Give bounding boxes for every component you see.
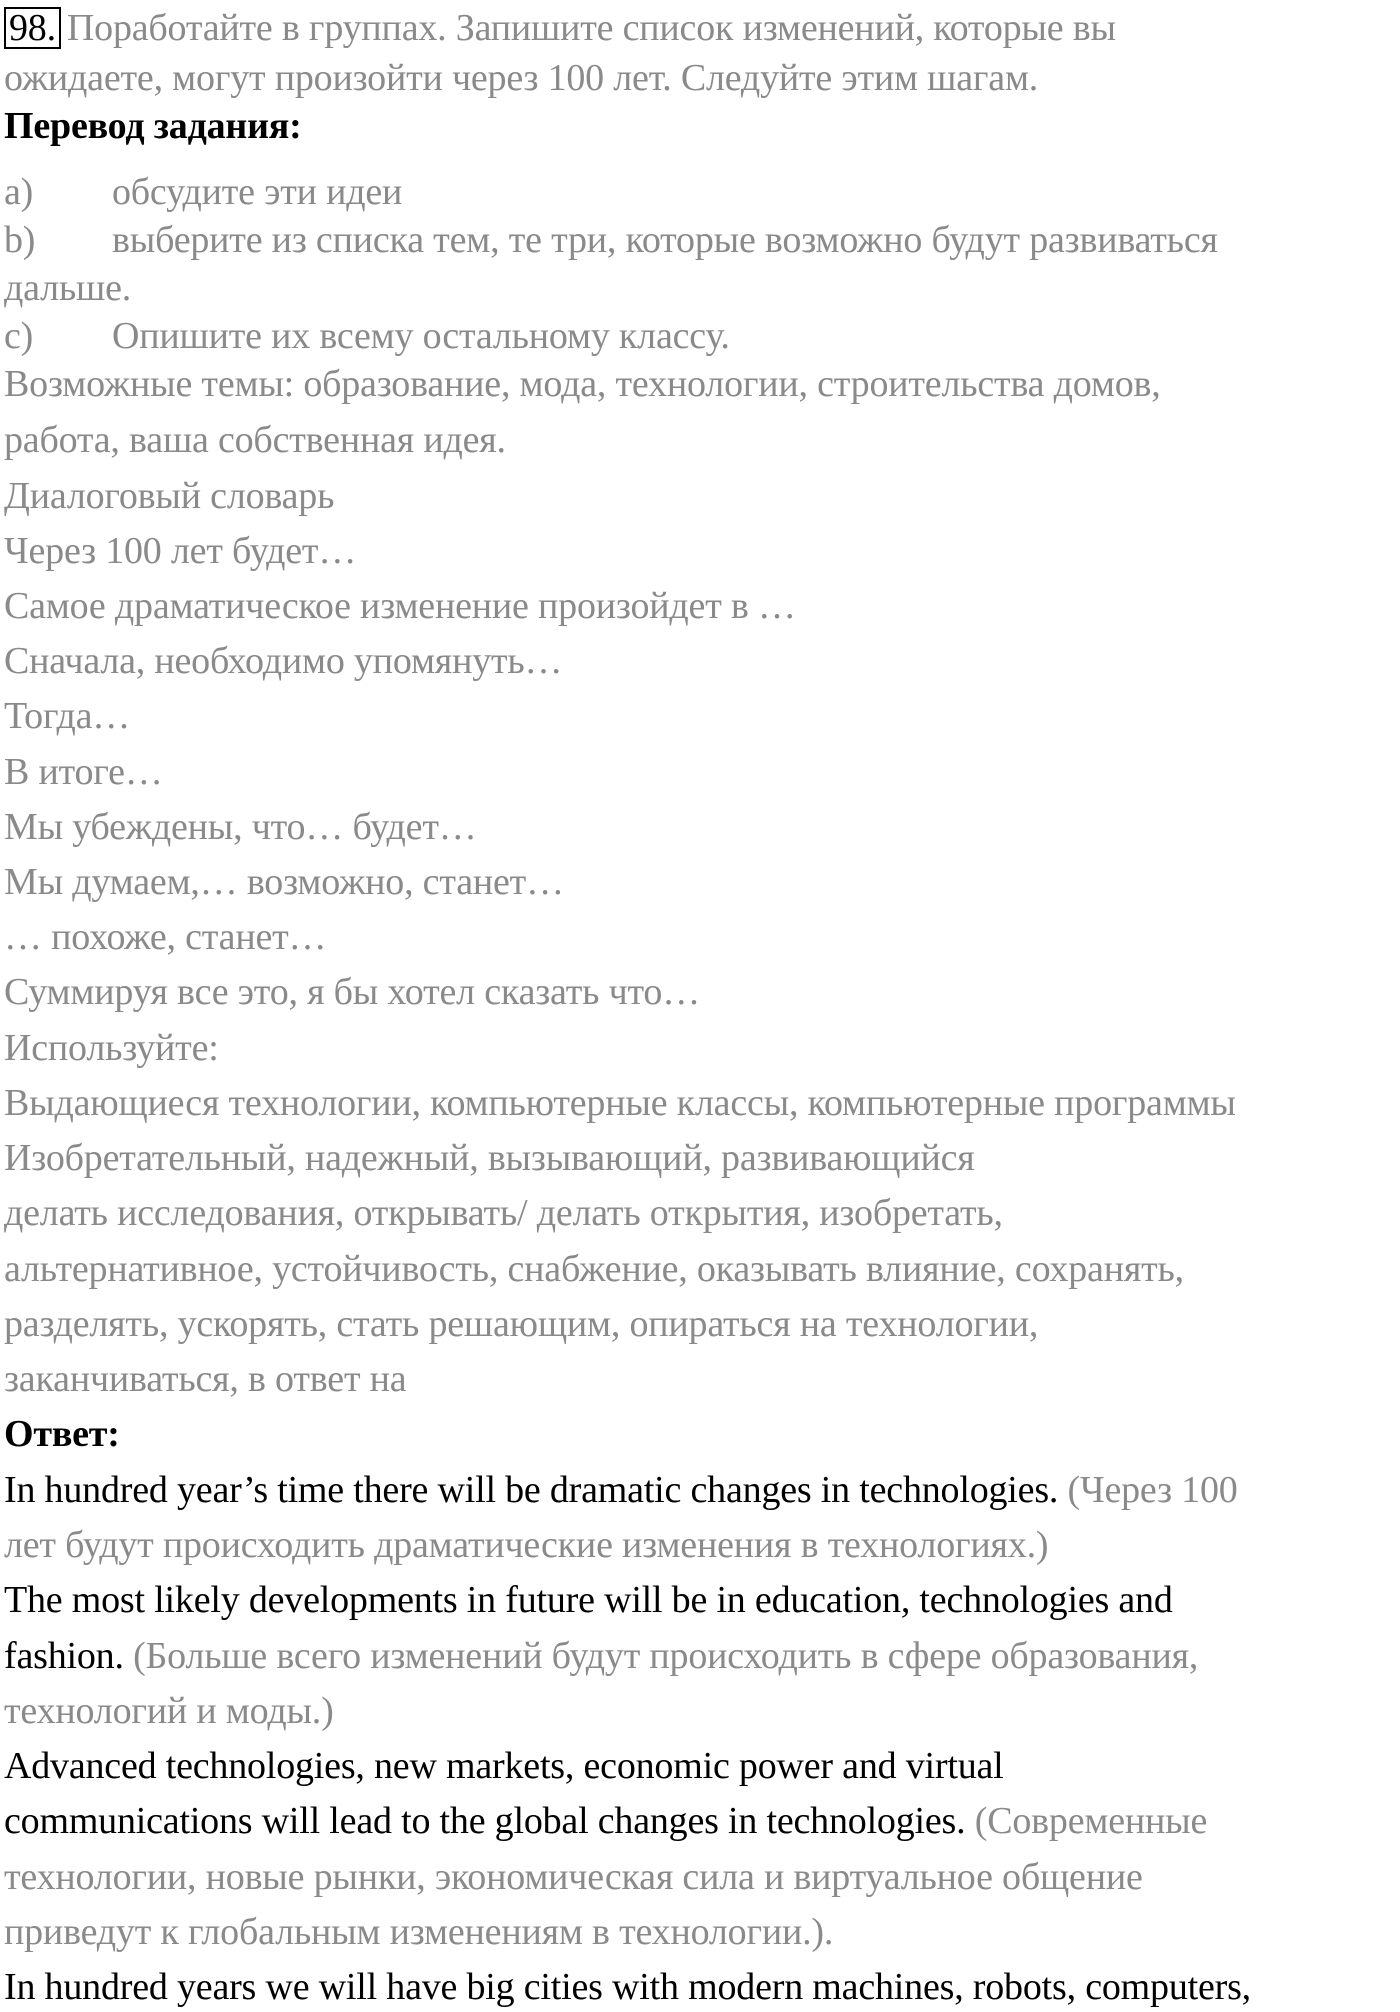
body-line: Изобретательный, надежный, вызывающий, развивающийся — [4, 1137, 975, 1179]
task-text-1: Поработайте в группах. Запишите список изменений, которые вы — [66, 7, 1116, 49]
body-line: заканчиваться, в ответ на — [4, 1358, 407, 1400]
answer-english: communications will lead to the global changes in technologies. — [4, 1800, 966, 1842]
answer-line — [4, 1632, 1198, 1680]
step-text: дальше. — [4, 267, 132, 309]
body-line: Сначала, необходимо упомянуть… — [4, 640, 563, 682]
body-line: Мы думаем,… возможно, станет… — [4, 861, 564, 903]
body-line: Диалоговый словарь — [4, 475, 335, 517]
answer-english: Advanced technologies, new markets, economic power and virtual — [4, 1745, 1004, 1787]
body-line: работа, ваша собственная идея. — [4, 419, 506, 461]
answer-line — [4, 1521, 1048, 1569]
step-label: b) — [4, 219, 36, 261]
body-line: Мы убеждены, что… будет… — [4, 806, 477, 848]
answer-line — [4, 1742, 1004, 1790]
body-line: В итоге… — [4, 751, 163, 793]
task-number: 98. — [4, 7, 61, 49]
answer-russian: (Современные — [965, 1800, 1208, 1842]
answer-line — [4, 1466, 1238, 1514]
step-b — [4, 216, 1218, 264]
step-b-continued — [4, 264, 131, 312]
body-line: альтернативное, устойчивость, снабжение, оказывать влияние, сохранять, — [4, 1248, 1184, 1290]
body-line: Через 100 лет будет… — [4, 530, 357, 572]
answer-russian: приведут к глобальным изменениям в технологии.). — [4, 1911, 834, 1953]
task-line-2: ожидаете, могут произойти через 100 лет. Следуйте этим шагам. — [4, 57, 1039, 99]
step-label: c) — [4, 315, 34, 357]
body-line: разделять, ускорять, стать решающим, опираться на технологии, — [4, 1303, 1039, 1345]
body-line: Используйте: — [4, 1027, 219, 1069]
body-line: Самое драматическое изменение произойдет в … — [4, 585, 796, 627]
answer-line — [4, 1687, 334, 1735]
body-line: Тогда… — [4, 695, 131, 737]
step-c — [4, 312, 730, 360]
answer-russian: (Через 100 — [1058, 1469, 1238, 1511]
answer-line — [4, 1853, 1143, 1901]
body-line: Выдающиеся технологии, компьютерные классы, компьютерные программы — [4, 1082, 1236, 1124]
step-text: выберите из списка тем, те три, которые возможно будут развиваться — [112, 219, 1218, 261]
answer-russian: технологии, новые рынки, экономическая сила и виртуальное общение — [4, 1856, 1143, 1898]
step-a — [4, 168, 402, 216]
answer-line — [4, 1576, 1173, 1624]
answer-line — [4, 1797, 1207, 1845]
answer-russian: лет будут происходить драматические изменения в технологиях.) — [4, 1524, 1049, 1566]
body-line: делать исследования, открывать/ делать открытия, изобретать, — [4, 1192, 1003, 1234]
answer-english: The most likely developments in future will be in education, technologies and — [4, 1579, 1173, 1621]
task-line-1 — [4, 4, 1116, 52]
translation-heading: Перевод задания: — [4, 105, 302, 147]
answer-english: In hundred year’s time there will be dramatic changes in technologies. — [4, 1469, 1059, 1511]
answer-english: In hundred years we will have big cities with modern machines, robots, computers, — [4, 1966, 1251, 2008]
answer-line — [4, 1908, 833, 1956]
answer-russian: (Больше всего изменений будут происходить в сфере образования, — [123, 1635, 1199, 1677]
body-line: Суммируя все это, я бы хотел сказать что… — [4, 971, 700, 1013]
body-line: … похоже, станет… — [4, 916, 327, 958]
step-text: Опишите их всему остальному классу. — [112, 315, 730, 357]
answer-heading: Ответ: — [4, 1413, 120, 1455]
answer-line — [4, 1963, 1251, 2011]
step-label: a) — [4, 171, 34, 213]
step-text: обсудите эти идеи — [112, 171, 403, 213]
answer-english: fashion. — [4, 1635, 124, 1677]
answer-russian: технологий и моды.) — [4, 1690, 334, 1732]
body-line: Возможные темы: образование, мода, технологии, строительства домов, — [4, 363, 1161, 405]
